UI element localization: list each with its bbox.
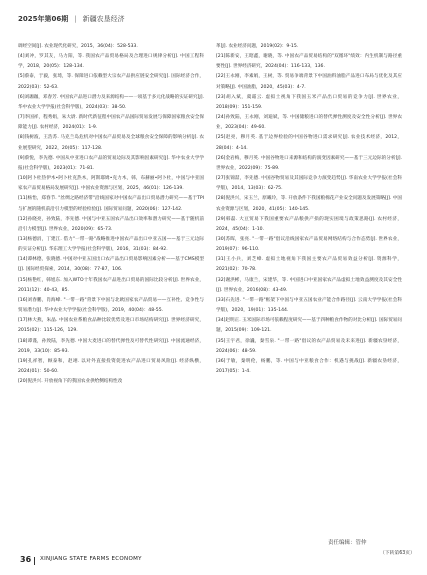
reference-entry: [23]胡入斌，虞霜云. 虚拟土视角下我国玉米产品出口贸易的竞争力[J]. 世界农业，2018(09)：151-159. — [216, 94, 402, 110]
journal-english-title: XINJIANG STATE FARMS ECONOMY — [40, 556, 142, 562]
reference-entry: [14]谭林德，张晓德. 中国对中亚五国出口农产品出口贸易影响因素分析——基于CMS模型[J]. 国际经贸探索，2014，30(08)：77-87，106. — [18, 257, 204, 273]
reference-entry: [30]苏晖，张亮. "一带一路"倡议沿线国家农产品贸易网络结构与合作态势[J]. 世界农业，2019(07)：96-110. — [216, 236, 402, 253]
reference-entry: [12]孙晓亮，孙致陆，李先德. 中国与中亚五国农产品出口效率和潜力研究——基于随机前沿引力模型[J]. 世界农业，2020(09)：65-73. — [18, 216, 204, 232]
continued-on-note: （下转第63页） — [380, 551, 415, 556]
issue-number: 2025年第06期 — [18, 15, 69, 23]
reference-entry: [17]林大燕，朱晶. 中国农业系粮食品种比较优势及进口市场结构研究[J]. 世界经济研究，2015(02)：115-126，129. — [18, 318, 204, 334]
reference-entry: [15]杨艳红，韩旭东. 加入WTO十年我国农产品进出口贸易的国际比较分析[J]. 世界农业，2011(12)：40-43，85. — [18, 277, 204, 293]
reference-entry: [28]倪洪兴，宋玉兰，原曦玲，等. 开放条件下我国粮棉花产业安全问题及发展策略[J]. 中国农业资源与区划，2020，41(05)：140-145. — [216, 196, 402, 212]
reference-entry: 革[J]. 农业经济问题，2019(02)：9-15. — [216, 44, 299, 49]
reference-entry: [10]阿卜杜热伊木•阿卜杜克热木，阿斯耶姆•克力木，韩，布赫丽•阿卜杜，中国与中亚国家农产品贸易格局发展研究[J]. 中国农业资源与区划，2025，46(01)：126-139. — [18, 176, 204, 192]
reference-entry: [13]杨德涓，丁建江. 借力"一带一路"战略推进中国农产品出口中亚五国——基于三元边际的实证分析[J]. 华东理工大学学报(社会科学版)，2016，31(03)：84-92. — [18, 236, 204, 253]
reference-entry: [26]金岩梅，穆月英. 中国谷物进口来源和结构的演变因素研究——基于三元边际的分析[J]. 世界农业，2022(09)：75-89. — [216, 155, 402, 171]
page-footer — [0, 553, 427, 575]
reference-entry: [25]赵亮，穆月英. 基于边界检验的中国谷物进口需求研究[J]. 农业技术经济，2012，28(04)：4-14. — [216, 135, 402, 151]
reference-entry: [24]孙致陆，王永刚，刘迪斌，等. 中国储粮进口的替代弹性测度及安全性分析[J]. 世界农业，2023(04)：49-60. — [216, 115, 402, 131]
reference-entry: [36]于敏，秦明伦，杨鹏，等. 中国与中亚粮食合作：机遇与挑战[J]. 新疆农垦经济，2017(05)：1-4. — [216, 358, 402, 374]
journal-title: 新疆农垦经济 — [82, 15, 125, 23]
reference-entry: [20]倪洪兴. 开放视角下的我国农业供给侧结构性改 — [18, 379, 123, 385]
reference-entry: [18]谭谨，孙致陆，李先德. 中国大麦进口的替代弹性及可替代性研究[J]. 中国流通经济，2019，33(10)：85-93. — [18, 338, 204, 354]
reference-entry: [19]孔祥智，顾泰和，赵翊. 以对外直接投资促进农产品进口贸易风险[J]. 经济纵横，2024(01)：50-60. — [18, 358, 204, 374]
footer-divider — [34, 557, 35, 565]
references-right-column — [216, 42, 402, 377]
reference-entry: [35]王宇君，徐巍，秦雪泉. "一带一路"倡议的农产品贸易及未来进[J]. 新疆农垦经济，2024(06)：48-59. — [216, 338, 402, 354]
reference-entry: [16]刘春鹏，肖海峰. "一带一路"背景下中国与北欧国家农产品贸易——互补性、竞争性与贸易潜力[J]. 华中农业大学学报(社会科学版)，2019，40(04)：48-55. — [18, 297, 204, 314]
reference-entry: [11]杨怡，郑春节. "丝绸之路经济带"沿线国家对中国农产品出口贸易潜力研究——基于TPI与扩展的随机前沿引力模型的经验检验[J]. 国际贸易问题，2020(06)：127-142. — [18, 196, 204, 212]
references-left-column — [18, 42, 204, 387]
responsible-editor: 责任编辑：管仲 — [328, 540, 367, 546]
page-number: 36 — [20, 555, 32, 564]
reference-entry: [27]张锦喆，李先德. 中国谷物贸易及其国际竞争力演变趋势[J]. 华南农业大学学报(社会科学版)，2014，13(03)：62-75. — [216, 176, 402, 192]
reference-entry: [8]钱树波，王浩苏. 马克兰岛危机对中国农产品贸易及全球粮食安全保障的影响分析[J]. 农业展望研究，2022，20(05)：117-128. — [18, 135, 204, 151]
reference-entry: [7]李国祥，程秀娟，朱大尉. 新时代新征程中国农产品国际贸易发展与保障国家粮食安全保障能力[J]. 农村经济，2024(01)：1-9. — [18, 115, 204, 131]
reference-entry: [6]刘珈珈，邓春芳. 中国农产品进口潜力及来源结构——一项基于多元化战略的实证研究[J]. 华中农业大学学报(社会科学版)，2024(03)：38-50. — [18, 94, 204, 110]
reference-entry: [9]蔡悦，李先德. 中国从中亚进口农产品的贸易边际及其影响因素研究[J]. 华中农业大学学报(社会科学版)，2023(01)：71-81. — [18, 155, 204, 171]
reference-entry: [29]韩磊. 大豆贸易下我国重要农产品粮供产损的现实困境与政策思路[J]. 农村经济，2024，45(04)：1-10. — [216, 216, 402, 232]
reference-entry: [5]蔡泰，于毅，张琦，等. 保障进口依赖型大宗农产品供应链安全研究[J]. 国际经济合作，2022(03)：52-63. — [18, 74, 204, 90]
page-header — [18, 12, 409, 26]
reference-entry: [21]陈新安，王昭鑫，谢晓，等. 中国农产品贸易结构的"双循环"绩效：内生机制与路径重要性[J]. 世界经济研究，2024(04)：116-133，136. — [216, 54, 402, 70]
reference-entry: [31]王小兵，刘芝峰. 虚拟土地视角下我国主要农产品贸易效益分析[J]. 资源科学，2021(02)：70-78. — [216, 257, 402, 273]
reference-entry: [4]刘冲，罗其友，马力阳，等. 我国农产品贸易格局及合理进口规律分析[J]. 中国工程科学，2018，20(05)：128-134. — [18, 54, 204, 70]
reference-entry: [33]石先进. "一带一路"框架下中国与中亚五国农业产能合作路径[J]. 云南大学学报(社会科学版)，2020，19(01)：135-144. — [216, 297, 402, 314]
reference-entry: 调经空间[J]. 农业现代化研究，2015，36(04)：528-533. — [18, 44, 138, 49]
reference-entry: [34]赵明正. 玉米国际市场可依赖程度研究——基于四种粮食作物的对比分析[J]. 国际贸易问题，2015(09)：109-121. — [216, 318, 402, 334]
reference-entry: [22]王永刚，李素娟，王树，等. 贸易争端背景下中国油料油脂产品进口布局与优化及其应对策略[J]. 中国油脂，2020，45(03)：4-7. — [216, 74, 402, 90]
header-separator: | — [74, 15, 77, 23]
reference-entry: [32]谢洪彬，马康兰，宋建华，等. 中国进口中亚国家农产品虚拟土地效益测度及其安全性[J]. 世界农业，2016(08)：43-49. — [216, 277, 402, 293]
